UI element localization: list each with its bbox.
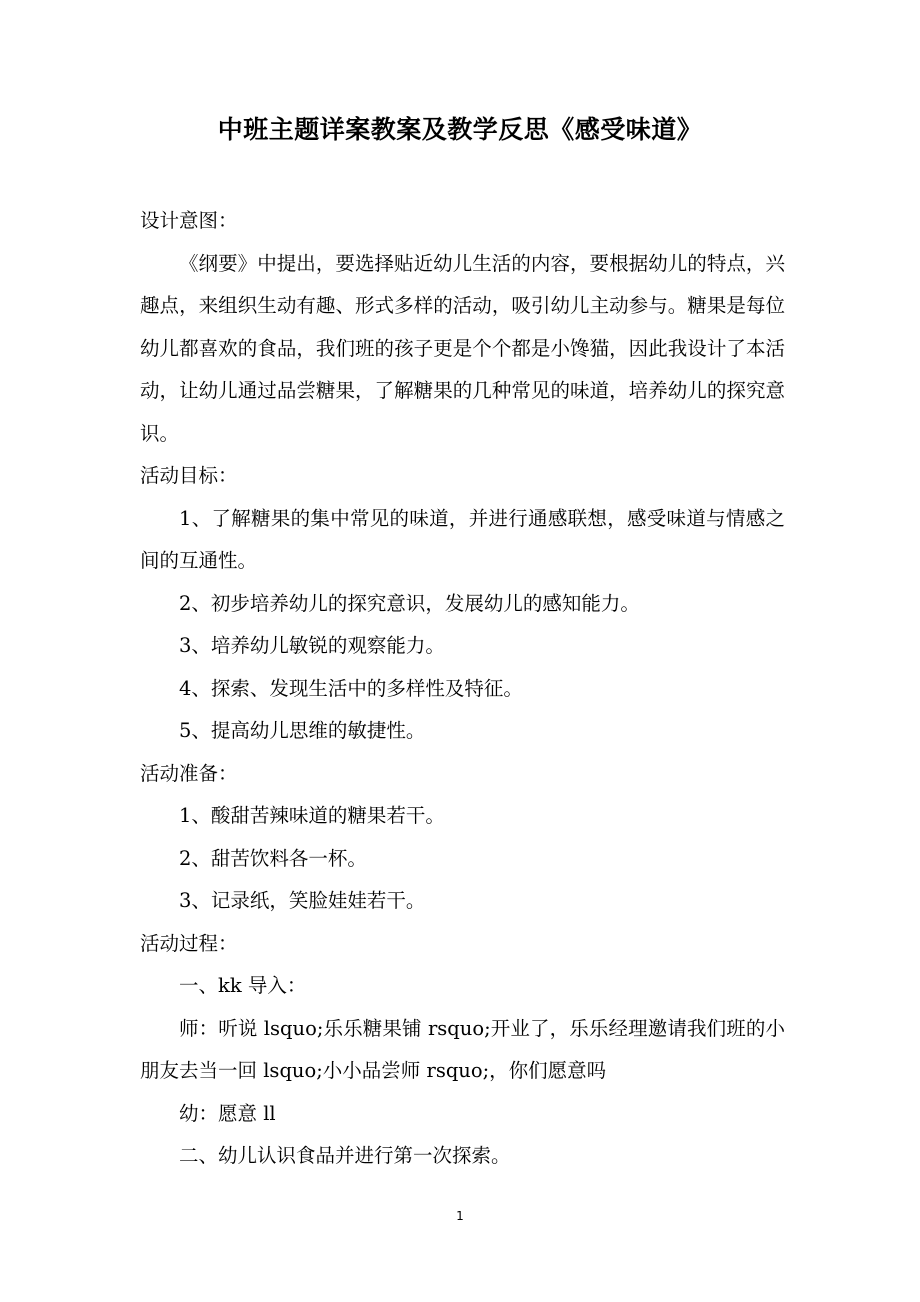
section-heading-preparation: 活动准备： [140, 761, 238, 785]
section-heading-process: 活动过程： [140, 931, 238, 955]
preparation-item: 1、酸甜苦辣味道的糖果若干。 [179, 804, 445, 827]
preparation-item: 3、记录纸，笑脸娃娃若干。 [179, 889, 426, 912]
section-heading-design-intent: 设计意图： [140, 209, 238, 232]
paragraph-design-intent: 《纲要》中提出，要选择贴近幼儿生活的内容，要根据幼儿的特点，兴趣点，来组织生动有趣、形式多样的活动，吸引幼儿主动参与。糖果是每位幼儿都喜欢的食品，我们班的孩子更是个个都是小馋猫，因此我设计了本活动，让幼儿通过品尝糖果，了解糖果的几种常见的味道，培养幼儿的探究意识。 [140, 251, 785, 445]
process-step: 二、幼儿认识食品并进行第一次探索。 [179, 1144, 511, 1167]
section-heading-goals: 活动目标： [140, 464, 238, 487]
goal-item: 1、了解糖果的集中常见的味道，并进行通感联想，感受味道与情感之间的互通性。 [140, 506, 785, 572]
goal-item: 5、提高幼儿思维的敏捷性。 [179, 719, 426, 742]
process-dialogue: 师：听说 lsquo;乐乐糖果铺 rsquo;开业了，乐乐经理邀请我们班的小朋友去当一回 lsquo;小小品尝师 rsquo;，你们愿意吗 [140, 1016, 785, 1082]
preparation-item: 2、甜苦饮料各一杯。 [179, 846, 367, 870]
goal-item: 4、探索、发现生活中的多样性及特征。 [179, 676, 523, 700]
document-body [140, 200, 785, 1178]
goal-item: 2、初步培养幼儿的探究意识，发展幼儿的感知能力。 [179, 591, 640, 615]
process-dialogue: 幼：愿意 ll [179, 1101, 276, 1125]
goal-item: 3、培养幼儿敏锐的观察能力。 [179, 634, 445, 657]
page-number: 1 [456, 1209, 464, 1223]
document-title: 中班主题详案教案及教学反思《感受味道》 [217, 115, 703, 144]
process-step: 一、kk 导入： [179, 974, 307, 997]
